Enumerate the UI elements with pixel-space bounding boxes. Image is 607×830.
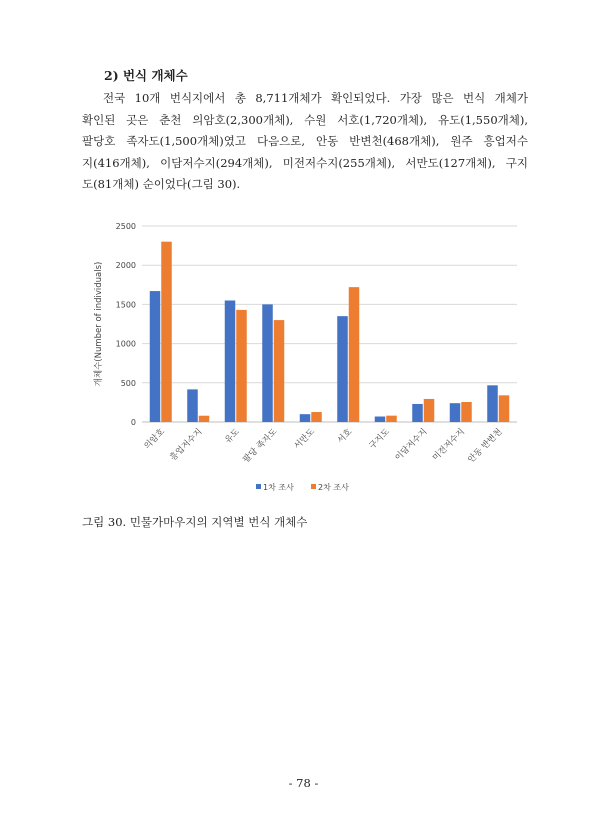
bar-2 bbox=[424, 399, 435, 422]
page-number: - 78 - bbox=[288, 776, 319, 790]
y-tick-label: 1000 bbox=[115, 339, 136, 349]
paragraph-line: 전국 10개 번식지에서 총 8,711개체가 확인되었다. 가장 많은 번식 개체가 bbox=[103, 91, 528, 105]
bar-1 bbox=[487, 385, 498, 422]
y-tick-label: 500 bbox=[120, 378, 136, 388]
figure-caption: 그림 30. 민물가마우지의 지역별 번식 개체수 bbox=[82, 515, 308, 529]
paragraph-line: 도(81개체) 순이었다(그림 30). bbox=[82, 177, 241, 191]
legend-swatch bbox=[311, 484, 316, 489]
bar-1 bbox=[262, 304, 273, 422]
bar-1 bbox=[225, 300, 236, 422]
bar-1 bbox=[412, 404, 423, 422]
x-tick-label: 유도 bbox=[223, 427, 242, 446]
bar-1 bbox=[337, 316, 348, 422]
legend-label: 1차 조사 bbox=[263, 483, 294, 492]
bar-2 bbox=[274, 320, 285, 422]
x-tick-label: 미전저수지 bbox=[430, 427, 467, 464]
paragraph-line: 확인된 곳은 춘천 의암호(2,300개체), 수원 서호(1,720개체), 유도(1,550개체), bbox=[82, 112, 528, 127]
x-tick-label: 팔당 족자도 bbox=[241, 427, 280, 466]
x-tick-label: 서호 bbox=[335, 427, 355, 446]
x-tick-label: 흥업저수지 bbox=[168, 427, 205, 464]
bar-2 bbox=[349, 287, 360, 422]
legend-label: 2차 조사 bbox=[318, 483, 349, 492]
y-tick-label: 1500 bbox=[115, 300, 136, 310]
body-paragraph bbox=[82, 88, 528, 196]
bar-2 bbox=[199, 416, 210, 422]
bar-chart bbox=[82, 216, 532, 506]
y-axis-label: 개체수(Number of individuals) bbox=[94, 261, 104, 387]
x-tick-label: 안동 반변천 bbox=[466, 427, 505, 466]
legend-swatch bbox=[256, 484, 261, 489]
x-tick-label: 서만도 bbox=[292, 427, 317, 452]
bar-2 bbox=[461, 402, 472, 422]
bar-1 bbox=[150, 291, 161, 422]
x-tick-label: 의암호 bbox=[142, 427, 167, 452]
bar-2 bbox=[386, 416, 397, 422]
bar-1 bbox=[187, 389, 198, 422]
bar-1 bbox=[450, 403, 461, 422]
x-tick-label: 이담저수지 bbox=[393, 427, 430, 464]
paragraph-line: 팔당호 족자도(1,500개체)였고 다음으로, 안동 반변천(468개체), 원주 흥업저수 bbox=[82, 134, 528, 148]
bar-2 bbox=[236, 310, 247, 422]
x-tick-label: 구지도 bbox=[367, 427, 392, 452]
paragraph-line: 지(416개체), 이담저수지(294개체), 미전저수지(255개체), 서만도(127개체), 구지 bbox=[82, 155, 528, 170]
bar-1 bbox=[375, 417, 386, 422]
bar-1 bbox=[300, 414, 311, 422]
y-tick-label: 0 bbox=[130, 418, 136, 427]
bar-2 bbox=[161, 242, 172, 422]
y-tick-label: 2500 bbox=[115, 222, 136, 231]
bar-2 bbox=[499, 395, 510, 422]
y-tick-label: 2000 bbox=[115, 261, 136, 271]
section-title: 2) 번식 개체수 bbox=[104, 68, 188, 83]
bar-2 bbox=[311, 412, 322, 422]
